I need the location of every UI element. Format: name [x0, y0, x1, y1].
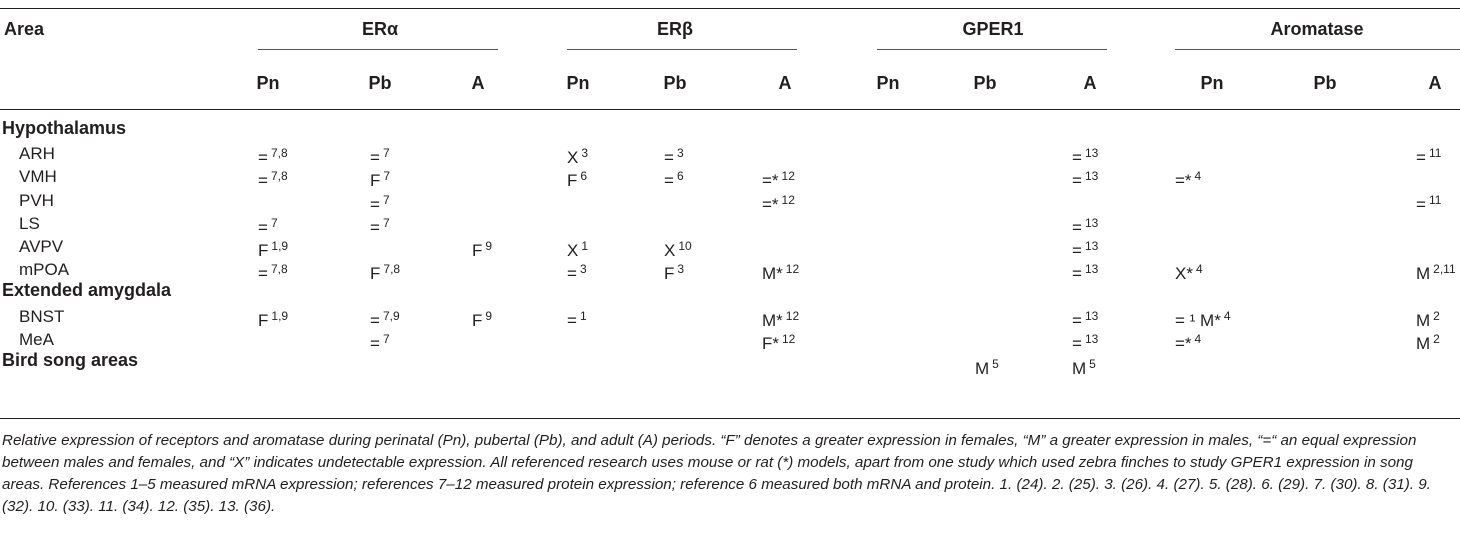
subheader-a-2: A — [1083, 73, 1097, 93]
table-cell — [1072, 143, 1098, 168]
table-cell — [1416, 259, 1456, 284]
cell-value: F — [664, 264, 675, 284]
table-cell — [1175, 306, 1231, 331]
cell-value: = — [1072, 148, 1082, 168]
cell-ref: 12 — [781, 192, 795, 207]
cell-ref: 13 — [1084, 239, 1099, 253]
cell-value: F — [258, 241, 269, 260]
cell-value: = — [664, 171, 674, 191]
cell-ref: 5 — [992, 357, 999, 371]
cell-ref: 4 — [1194, 331, 1202, 346]
cell-value: = — [370, 310, 380, 330]
cell-value: = — [370, 333, 380, 353]
cell-value: = — [1072, 333, 1082, 353]
cell-value: = — [664, 148, 674, 168]
group-rule-er-alpha — [258, 49, 498, 50]
cell-ref: 12 — [785, 308, 800, 323]
subheader-pn-0: Pn — [256, 73, 280, 93]
cell-value: =* — [762, 194, 779, 214]
table-cell — [370, 329, 390, 354]
table-cell — [664, 236, 692, 261]
group-header-aromatase: Aromatase — [1270, 19, 1364, 39]
cell-value: M — [1416, 310, 1431, 330]
table-cell — [762, 190, 795, 215]
group-rule-aromatase — [1175, 49, 1460, 50]
table-cell — [975, 354, 999, 379]
cell-value: X — [567, 148, 579, 168]
cell-ref: 11 — [1428, 192, 1442, 207]
cell-ref: 13 — [1084, 262, 1099, 277]
table-cell — [1072, 236, 1098, 261]
table-cell — [567, 143, 588, 168]
area-label: VMH — [19, 167, 57, 187]
subheader-pb-2: Pb — [973, 73, 997, 93]
cell-value: = — [370, 217, 380, 237]
cell-value: = — [1416, 194, 1426, 214]
cell-ref: 3 — [676, 146, 684, 161]
subheader-a-0: A — [471, 73, 485, 93]
cell-ref: 9 — [485, 308, 493, 323]
table-cell — [1072, 213, 1098, 238]
table-cell — [1416, 329, 1440, 354]
table-cell — [567, 306, 587, 331]
subheader-pn-3: Pn — [1200, 73, 1224, 93]
area-label: AVPV — [19, 237, 64, 256]
cell-ref: 13 — [1084, 169, 1099, 184]
cell-ref: 3 — [581, 146, 589, 161]
group-rule-er-beta — [567, 49, 797, 50]
cell-ref: 7,8 — [270, 146, 288, 161]
table-cell — [1416, 190, 1441, 215]
cell-ref: 13 — [1084, 146, 1099, 161]
cell-value: M — [1416, 264, 1431, 284]
cell-ref: 7,9 — [382, 308, 400, 323]
cell-value: = — [567, 310, 577, 330]
cell-ref: 1,9 — [271, 308, 289, 323]
table-cell — [1072, 166, 1098, 191]
cell-ref: 7,8 — [270, 169, 288, 184]
area-label: mPOA — [19, 260, 70, 280]
group-rule-gper1 — [877, 49, 1107, 50]
cell-ref: 7 — [382, 192, 390, 207]
cell-value: =* — [1175, 171, 1192, 191]
header-bottom-rule — [0, 109, 1460, 110]
table-cell — [1175, 259, 1203, 284]
cell-ref: 12 — [781, 169, 795, 184]
top-rule — [0, 8, 1460, 9]
table-cell — [1072, 306, 1098, 331]
table-cell — [567, 166, 587, 191]
cell-ref: 3 — [677, 262, 685, 277]
table-cell — [370, 143, 390, 168]
cell-value: = — [370, 194, 380, 214]
subheader-a-3: A — [1428, 73, 1442, 93]
cell-ref: 7 — [382, 331, 390, 346]
cell-value: X — [664, 241, 676, 260]
cell-value: = — [1072, 217, 1082, 237]
table-cell — [1072, 259, 1098, 284]
area-label: PVH — [19, 190, 54, 210]
cell-ref: 1,9 — [271, 239, 289, 253]
cell-value: = — [1072, 171, 1082, 191]
section-title: Extended amygdala — [2, 280, 172, 301]
table-cell — [370, 190, 390, 215]
cell-ref: 7,8 — [270, 262, 288, 277]
table-cell — [258, 236, 288, 261]
cell-ref: 7 — [382, 146, 390, 161]
cell-ref: 13 — [1084, 215, 1099, 230]
cell-value: F — [258, 310, 269, 330]
subheader-pn-2: Pn — [876, 73, 900, 93]
cell-ref: 7 — [270, 215, 278, 230]
table-cell — [1175, 166, 1201, 191]
table-cell — [567, 259, 587, 284]
table-cell — [1072, 329, 1098, 354]
cell-value: F — [370, 264, 381, 284]
table-cell — [258, 166, 288, 191]
cell-value: = — [258, 264, 268, 284]
cell-value: = — [1072, 264, 1082, 284]
area-label: BNST — [19, 306, 65, 326]
cell-ref: 12 — [785, 262, 800, 277]
cell-ref: 2,11 — [1433, 262, 1456, 277]
cell-ref: 7,8 — [383, 262, 401, 277]
table-cell — [664, 166, 684, 191]
cell-ref: 4 — [1223, 308, 1231, 323]
cell-ref: 2 — [1433, 308, 1440, 323]
cell-ref: 1 — [579, 308, 587, 323]
cell-ref: 11 — [1428, 146, 1442, 161]
table-cell — [664, 259, 684, 284]
cell-value: X — [567, 241, 579, 260]
table-cell — [762, 259, 799, 284]
subheader-pb-3: Pb — [1313, 73, 1337, 93]
cell-value: = — [567, 264, 577, 284]
table-cell — [762, 329, 795, 354]
table-cell — [1072, 354, 1096, 379]
cell-ref: 4 — [1195, 262, 1203, 277]
group-header-er-alpha: ERα — [361, 19, 399, 39]
cell-value: F — [370, 171, 381, 191]
table-cell — [1416, 306, 1440, 331]
cell-value: = — [1416, 148, 1426, 168]
cell-value: = — [258, 217, 268, 237]
table-cell — [258, 259, 288, 284]
cell-ref: 6 — [676, 169, 684, 184]
table-cell — [370, 213, 390, 238]
area-label: MeA — [19, 329, 54, 349]
cell-value: M — [975, 359, 990, 378]
cell-ref: 9 — [485, 239, 493, 253]
cell-value: M* — [762, 264, 783, 284]
table-cell — [762, 306, 799, 331]
cell-value: F — [472, 310, 483, 330]
area-label: LS — [19, 213, 40, 233]
cell-value: M — [1416, 333, 1431, 353]
group-header-gper1: GPER1 — [962, 19, 1024, 39]
cell-ref: 13 — [1084, 331, 1099, 346]
area-label: ARH — [19, 144, 55, 164]
table-cell — [1416, 143, 1441, 168]
cell-value: F — [472, 241, 483, 260]
cell-value: M — [1072, 359, 1087, 378]
table-cell — [258, 143, 288, 168]
cell-value: = — [258, 148, 268, 168]
table-caption: Relative expression of receptors and aromatase during perinatal (Pn), pubertal (Pb), and adult (A) periods. “F” denotes a greater expression in females, “M” a greater expression in males, “=“ an equal expression between males and females, and “X” indicates undetectable expression. All referenced research uses mouse or rat (*) models, apart from one study which used zebra finches to study GPER1 expression in song areas. References 1–5 measured mRNA expression; references 7–12 measured protein expression; reference 6 measured both mRNA and protein. 1. (24). 2. (25). 3. (26). 4. (27). 5. (28). 6. (29). 7. (30). 8. (31). 9. (32). 10. (33). 11. (34). 12. (35). 13. (36). — [2, 432, 1431, 515]
cell-ref: 6 — [580, 169, 588, 184]
table-cell — [472, 236, 492, 261]
cell-ref: 3 — [579, 262, 587, 277]
cell-value: = — [1072, 241, 1082, 260]
bottom-rule — [0, 418, 1460, 419]
section-title: Bird song areas — [2, 350, 139, 370]
cell-ref: 2 — [1433, 331, 1440, 346]
cell-ref: 7 — [382, 215, 390, 230]
cell-ref: 12 — [782, 331, 796, 346]
subheader-pb-0: Pb — [368, 73, 392, 93]
cell-value: M* — [762, 310, 783, 330]
table-cell — [258, 213, 278, 238]
cell-value: =* — [762, 171, 779, 191]
cell-value: F* — [762, 333, 779, 353]
cell-ref: 4 — [1194, 169, 1202, 184]
cell-ref: 13 — [1084, 308, 1099, 323]
table-cell — [258, 306, 288, 331]
cell-ref: 1 — [581, 239, 589, 253]
table-cell — [1175, 329, 1201, 354]
cell-ref: 10 — [678, 239, 692, 253]
cell-value: =* — [1175, 333, 1192, 353]
table-cell — [472, 306, 492, 331]
section-title: Hypothalamus — [2, 118, 127, 138]
group-header-er-beta: ERβ — [657, 19, 693, 39]
table-cell — [664, 143, 684, 168]
subheader-pb-1: Pb — [663, 73, 687, 93]
table-cell — [567, 236, 588, 261]
table-cell — [370, 306, 400, 331]
cell-value: = ¹ M* — [1175, 310, 1221, 330]
cell-ref: 5 — [1089, 357, 1096, 371]
cell-ref: 7 — [383, 169, 391, 184]
table-cell — [370, 259, 400, 284]
cell-value: = — [370, 148, 380, 168]
area-header: Area — [4, 19, 45, 39]
cell-value: = — [1072, 310, 1082, 330]
table-cell — [370, 166, 390, 191]
cell-value: = — [258, 171, 268, 191]
subheader-a-1: A — [778, 73, 792, 93]
table-cell — [762, 166, 795, 191]
cell-value: F — [567, 171, 578, 191]
subheader-pn-1: Pn — [566, 73, 590, 93]
cell-value: X* — [1175, 264, 1193, 284]
